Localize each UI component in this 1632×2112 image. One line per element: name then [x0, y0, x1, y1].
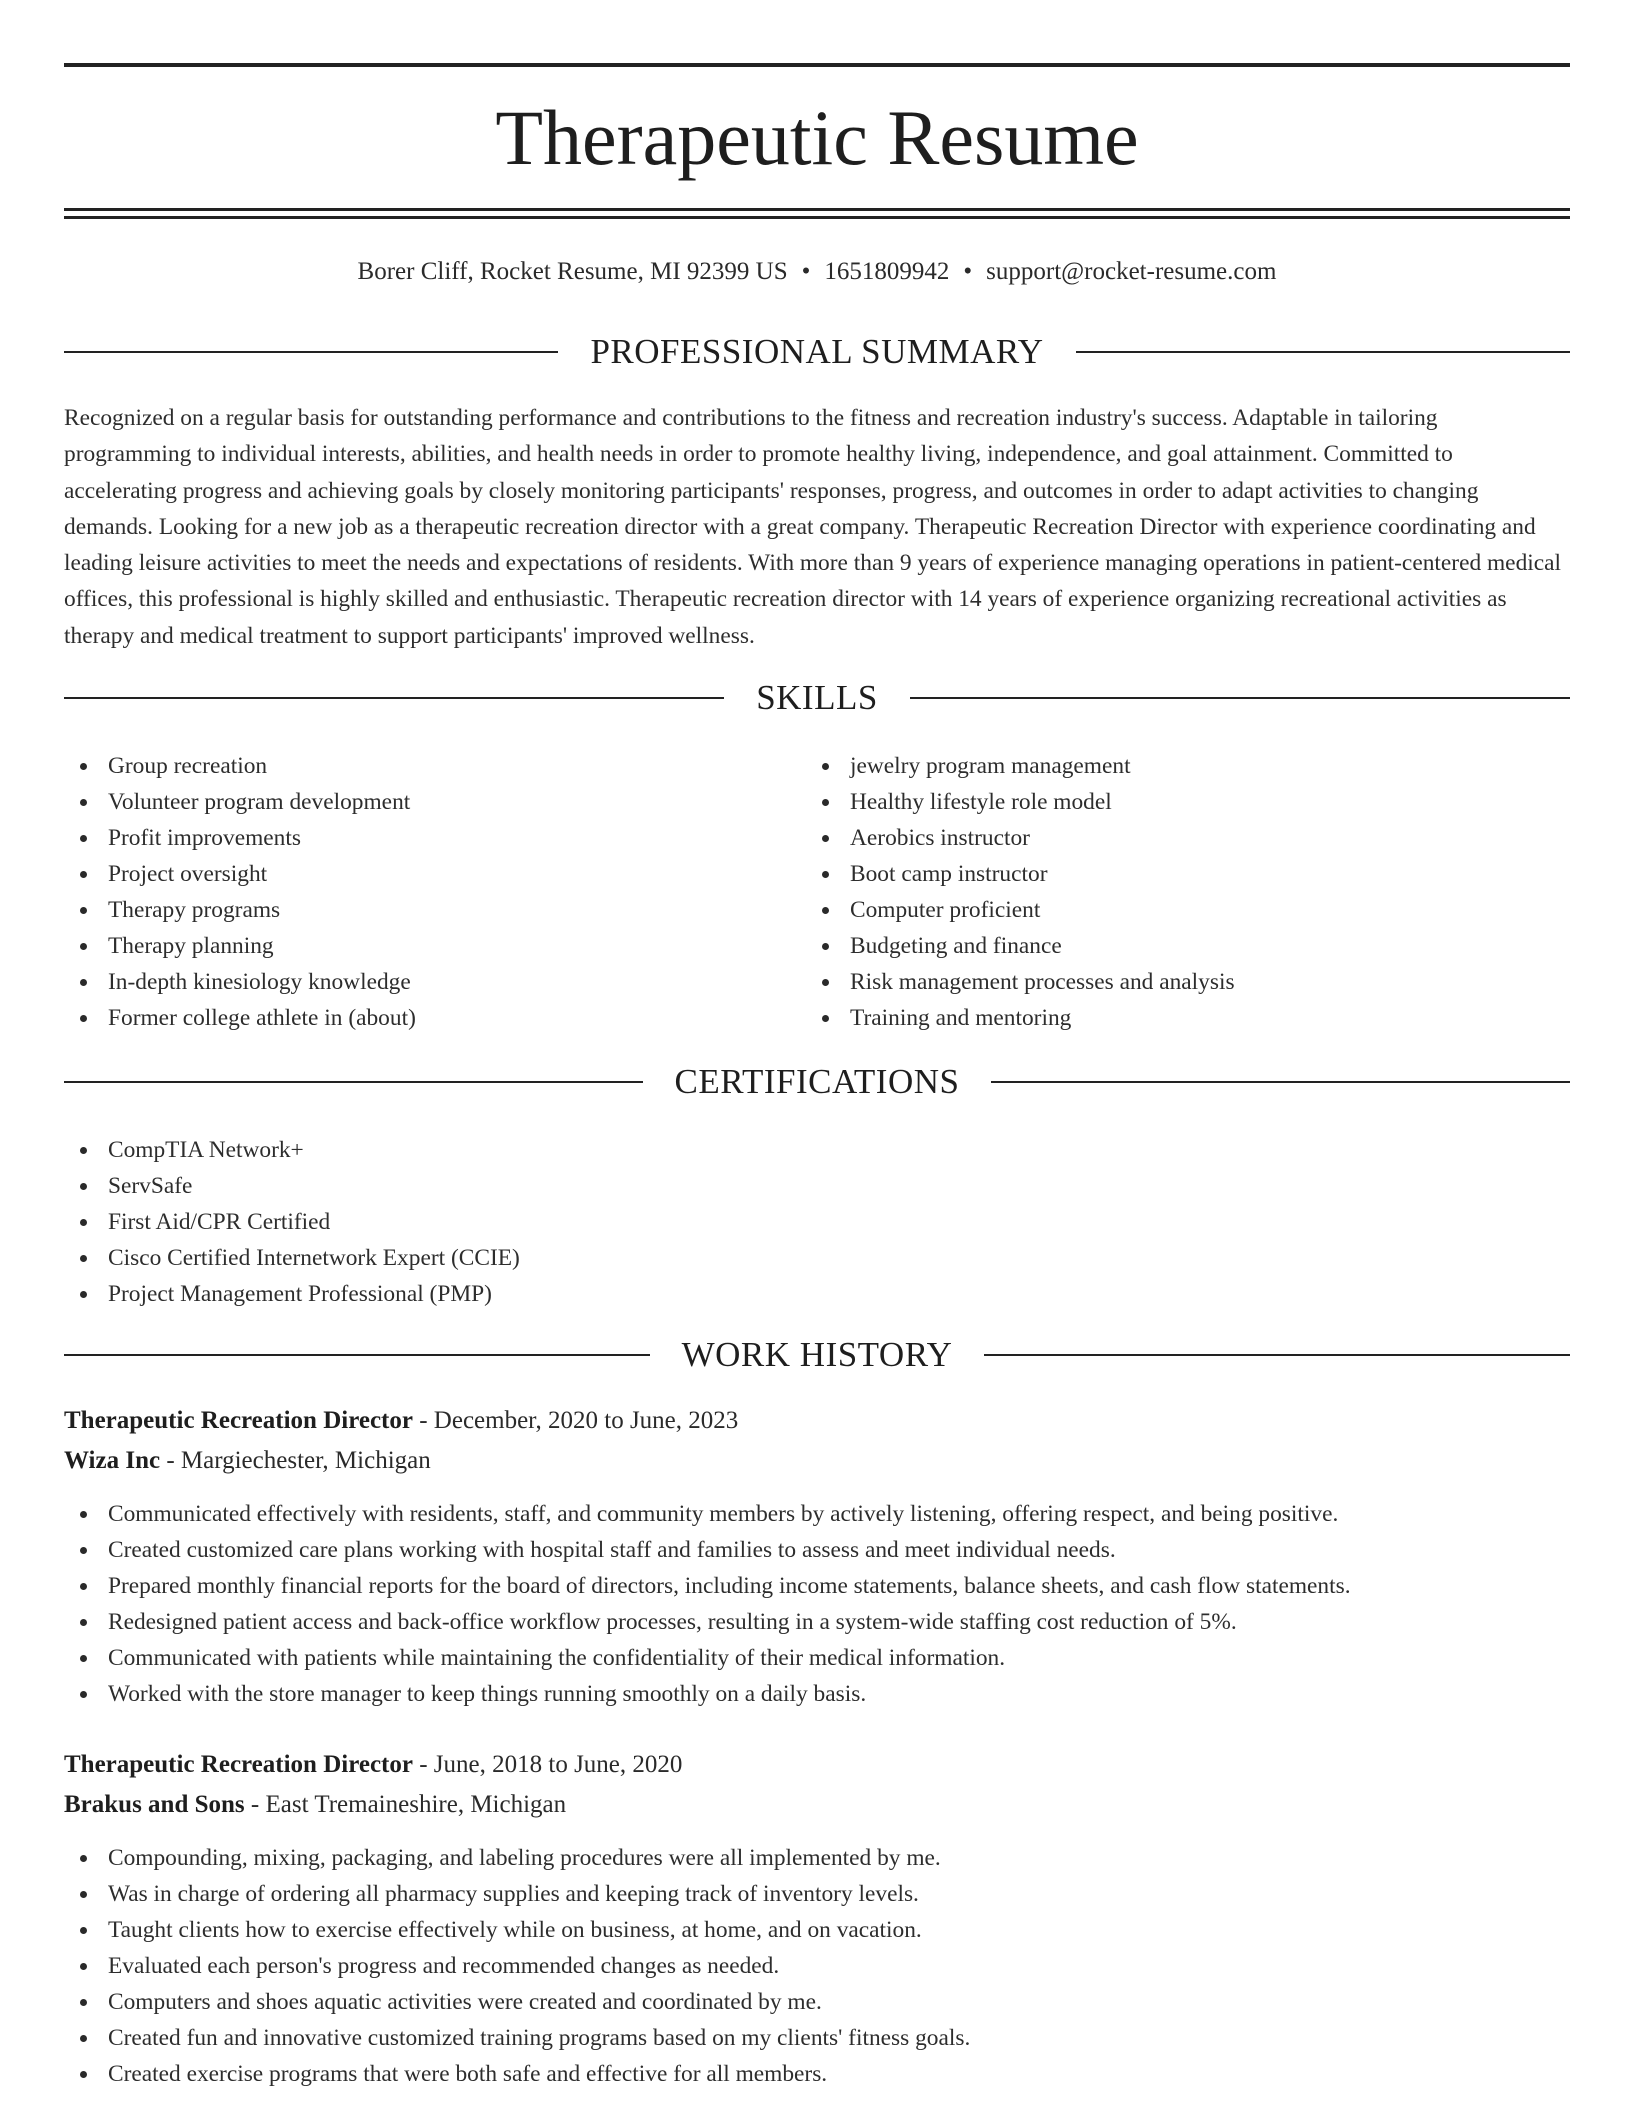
skill-item: Former college athlete in (about) [64, 1000, 804, 1036]
resume-title: Therapeutic Resume [495, 94, 1139, 181]
certifications-section-title: CERTIFICATIONS [674, 1062, 960, 1101]
job-company-line [64, 1785, 1570, 1825]
job-bullet-item: Communicated with patients while maintaining the confidentiality of their medical information. [64, 1640, 1570, 1676]
heading-rule [64, 1081, 643, 1083]
heading-rule [991, 1081, 1570, 1083]
heading-rule [1076, 351, 1570, 353]
job-title: Therapeutic Recreation Director [64, 1751, 413, 1778]
job-bullet-item: Was in charge of ordering all pharmacy supplies and keeping track of inventory levels. [64, 1876, 1570, 1912]
job-location: - Margiechester, Michigan [160, 1447, 431, 1474]
summary-text: Recognized on a regular basis for outstanding performance and contributions to the fitness and recreation industry's success. Adaptable in tailoring programming to individual interests, abilities, and health needs in order to promote healthy living, independence, and goal attainment. Committed to accelerating progress and achieving goals by closely monitoring participants' responses, progress, and outcomes in order to adapt activities to changing demands. Looking for a new job as a therapeutic recreation director with a great company. Therapeutic Recreation Director with experience coordinating and leading leisure activities to meet the needs and expectations of residents. With more than 9 years of experience managing operations in patient-centered medical offices, this professional is highly skilled and enthusiastic. Therapeutic recreation director with 14 years of experience organizing recreational activities as therapy and medical treatment to support participants' improved wellness. [64, 405, 1562, 649]
skill-item: Healthy lifestyle role model [806, 784, 1546, 820]
certification-item: ServSafe [64, 1168, 1064, 1204]
skill-item: Volunteer program development [64, 784, 804, 820]
skills-section-heading [64, 676, 1570, 720]
heading-rule [910, 697, 1570, 699]
job-bullets [64, 1496, 1570, 1712]
top-rule [64, 63, 1570, 67]
job-bullet-item: Created customized care plans working with hospital staff and families to assess and meet individual needs. [64, 1532, 1570, 1568]
job-dates: - December, 2020 to June, 2023 [412, 1407, 739, 1434]
job-company-line [64, 1441, 1570, 1481]
job-dates: - June, 2018 to June, 2020 [412, 1751, 683, 1778]
skill-item: Therapy programs [64, 892, 804, 928]
job-title-line [64, 1745, 1570, 1785]
certification-item: First Aid/CPR Certified [64, 1204, 1064, 1240]
certification-item: CompTIA Network+ [64, 1132, 1064, 1168]
skill-item: Risk management processes and analysis [806, 964, 1546, 1000]
contact-address: Borer Cliff, Rocket Resume, MI 92399 US [357, 258, 788, 285]
job-bullet-item: Computers and shoes aquatic activities were created and coordinated by me. [64, 1984, 1570, 2020]
job-bullet-item: Evaluated each person's progress and recommended changes as needed. [64, 1948, 1570, 1984]
skill-item: Therapy planning [64, 928, 804, 964]
summary-section-heading [64, 330, 1570, 374]
skill-item: Profit improvements [64, 820, 804, 856]
skill-item: Boot camp instructor [806, 856, 1546, 892]
job-bullet-item: Created fun and innovative customized training programs based on my clients' fitness goals. [64, 2020, 1570, 2056]
certifications-list [64, 1132, 1064, 1312]
heading-rule [64, 1354, 650, 1356]
summary-section-title: PROFESSIONAL SUMMARY [590, 332, 1044, 371]
skill-item: Budgeting and finance [806, 928, 1546, 964]
certification-item: Cisco Certified Internetwork Expert (CCIE) [64, 1240, 1064, 1276]
job-bullet-item: Prepared monthly financial reports for the board of directors, including income statements, balance sheets, and cash flow statements. [64, 1568, 1570, 1604]
job-bullet-item: Created exercise programs that were both safe and effective for all members. [64, 2056, 1570, 2092]
job-bullet-item: Taught clients how to exercise effectively while on business, at home, and on vacation. [64, 1912, 1570, 1948]
work-section-title: WORK HISTORY [681, 1335, 953, 1374]
job-bullet-item: Worked with the store manager to keep things running smoothly on a daily basis. [64, 1676, 1570, 1712]
contact-phone: 1651809942 [824, 258, 950, 285]
job-company: Brakus and Sons [64, 1791, 245, 1818]
contact-separator: • [963, 258, 973, 285]
skill-item: Aerobics instructor [806, 820, 1546, 856]
contact-separator: • [801, 258, 811, 285]
skill-item: jewelry program management [806, 748, 1546, 784]
job-bullet-item: Redesigned patient access and back-office workflow processes, resulting in a system-wide staffing cost reduction of 5%. [64, 1604, 1570, 1640]
skills-section-title: SKILLS [756, 678, 878, 717]
contact-line [64, 254, 1570, 290]
job-bullets [64, 1840, 1570, 2092]
skill-item: Computer proficient [806, 892, 1546, 928]
heading-rule [64, 697, 724, 699]
title-double-rule [64, 208, 1570, 219]
job-company: Wiza Inc [64, 1447, 161, 1474]
contact-email: support@rocket-resume.com [986, 258, 1277, 285]
skill-item: Group recreation [64, 748, 804, 784]
certification-item: Project Management Professional (PMP) [64, 1276, 1064, 1312]
job-bullet-item: Compounding, mixing, packaging, and labeling procedures were all implemented by me. [64, 1840, 1570, 1876]
certifications-section-heading [64, 1060, 1570, 1104]
skill-item: In-depth kinesiology knowledge [64, 964, 804, 1000]
skill-item: Training and mentoring [806, 1000, 1546, 1036]
job-title: Therapeutic Recreation Director [64, 1407, 413, 1434]
skills-list-right [806, 748, 1546, 1036]
heading-rule [64, 351, 558, 353]
job-bullet-item: Communicated effectively with residents, staff, and community members by actively listening, offering respect, and being positive. [64, 1496, 1570, 1532]
work-section-heading [64, 1333, 1570, 1377]
heading-rule [984, 1354, 1570, 1356]
job-title-line [64, 1401, 1570, 1441]
skill-item: Project oversight [64, 856, 804, 892]
job-location: - East Tremaineshire, Michigan [244, 1791, 567, 1818]
skills-list-left [64, 748, 804, 1036]
